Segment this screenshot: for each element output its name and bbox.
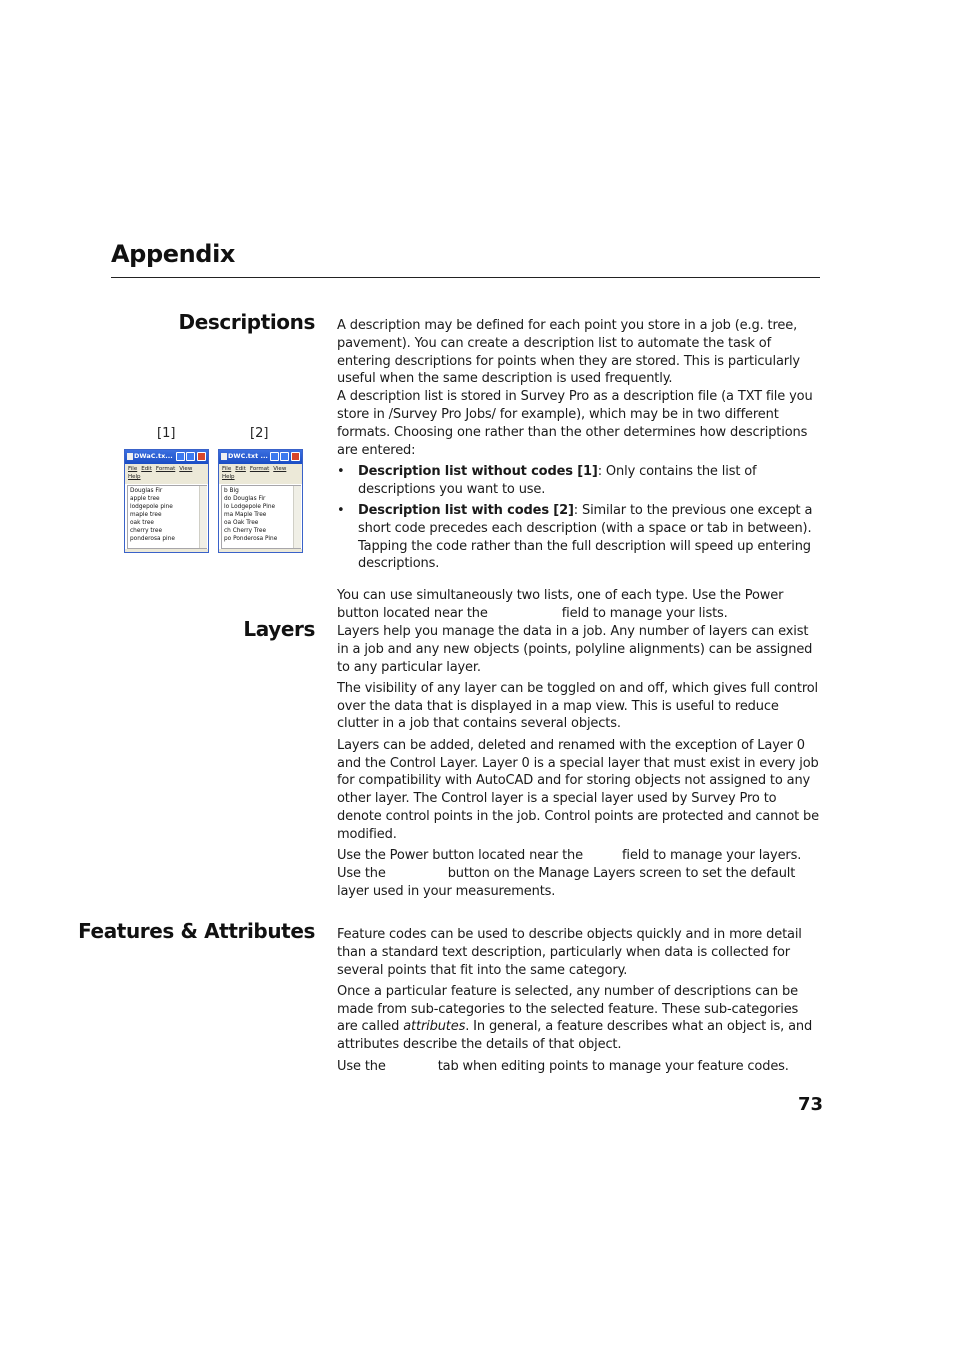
menu-edit: Edit [141,466,152,472]
scrollbar [293,486,301,548]
window-menubar [219,464,302,484]
window-text-area [221,485,301,549]
text-run: field to manage your layers. Use the [337,848,802,881]
scrollbar [199,486,207,548]
maximize-icon [186,452,195,461]
features-body [337,926,820,1079]
notepad-window-with-codes [218,449,303,553]
paragraph: Feature codes can be used to describe objects quickly and in more detail than a standard text description, particularly when data is collected for several points that fit into the same category. [337,927,802,978]
list-item: oa Oak Tree [224,520,259,526]
paragraph: The visibility of any layer can be toggled on and off, which gives full control over the data that is displayed in a map view. This is useful to reduce clutter in a job that contains several objects. [337,680,819,732]
paragraph [337,983,820,1054]
paragraph: Layers can be added, deleted and renamed with the exception of Layer 0 and the Control Layer. Layer 0 is a special layer that must exist in every job for compatibility with AutoCAD and for storing objects not assigned to any other layer. The Control layer is a special layer used by Survey Pro to denote control points in the job. Control points are protected and cannot be modified. [337,737,819,842]
menu-file: File [128,466,138,472]
close-icon [197,452,206,461]
menu-view: View [273,466,287,472]
menu-help: Help [222,474,235,480]
list-item [337,502,820,573]
list-item: do Douglas Fir [224,496,266,502]
list-item: oak tree [130,520,154,526]
italic-term: attributes [403,1019,466,1035]
window-statusbar [219,549,302,552]
text-run: You can use simultaneously two lists, one of each type. Use the Power button located near the [337,588,784,621]
list-item: apple tree [130,496,160,502]
bullet-text: : Similar to the previous one except a short code precedes each description (with a space or tab in between). Tapping the code rather than the full description will speed up entering descriptions. [358,502,813,572]
list-item: ponderosa pine [130,536,175,542]
notepad-icon [127,453,133,460]
list-item: maple tree [130,512,162,518]
list-item [337,463,820,499]
minimize-icon [176,452,185,461]
list-item: lodgepole pine [130,504,173,510]
window-menubar [125,464,208,484]
text-run: tab when editing points to manage your feature codes. [437,1058,789,1074]
list-item: ch Cherry Tree [224,528,267,534]
text-run: Use the Power button located near the [337,848,583,864]
window-titlebar [125,450,208,464]
bullet-term: Description list without codes [1] [358,463,598,479]
menu-view: View [179,466,193,472]
list-item: lo Lodgepole Pine [224,504,276,510]
window-text-area [127,485,207,549]
window-statusbar [125,549,208,552]
menu-file: File [222,466,232,472]
menu-format: Format [249,466,270,472]
paragraph: A description list is stored in Survey Pro as a description file (a TXT file you store in /Survey Pro Jobs/ for example), which may be in two different formats. Choosing one rather than the other determines how descriptions are entered: [337,389,813,458]
paragraph: Layers help you manage the data in a job. Any number of layers can exist in a job and any new objects (points, polyline alignments) can be assigned to any particular layer. [337,624,813,675]
text-run: button on the Manage Layers screen to set the default layer used in your measurements. [337,865,796,899]
list-item: ma Maple Tree [224,512,267,518]
layers-body [337,623,820,904]
page-number: 73 [797,1094,823,1115]
paragraph: A description may be defined for each point you store in a job (e.g. tree, pavement). You can create a description list to automate the task of entering descriptions for points when they are stored. This is particularly useful when the same description is used frequently. [337,318,800,387]
list-item: Douglas Fir [130,488,163,494]
paragraph [337,1058,820,1076]
section-heading-descriptions: Descriptions [178,310,315,334]
window-titlebar [219,450,302,464]
maximize-icon [280,452,289,461]
text-run: Use the [337,1058,386,1074]
minimize-icon [270,452,279,461]
bullet-term: Description list with codes [2] [358,502,574,518]
list-item: b Big [224,488,239,494]
figure-label-1: [1] [157,426,176,441]
section-heading-layers: Layers [243,617,315,641]
bullet-text: : Only contains the list of descriptions you want to use. [358,463,757,497]
paragraph [337,587,820,623]
window-title: DWaC.tx... [134,452,173,460]
notepad-icon [221,453,227,460]
menu-format: Format [155,466,176,472]
menu-edit: Edit [235,466,246,472]
descriptions-body [337,317,820,626]
figure-label-2: [2] [250,426,269,441]
section-heading-features-attributes: Features & Attributes [78,919,315,943]
close-icon [291,452,300,461]
text-run: field to manage your lists. [561,605,728,621]
chapter-title: Appendix [111,240,235,268]
menu-help: Help [128,474,141,480]
list-item: po Ponderosa Pine [224,536,278,542]
paragraph [337,847,820,900]
list-item: cherry tree [130,528,163,534]
text-run: Once a particular feature is selected, any number of descriptions can be made from sub-categories to the selected feature. These sub-categories are called [337,983,799,1035]
text-run: . In general, a feature describes what an object is, and attributes describe the details of that object. [337,1019,813,1053]
window-title: DWC.txt ... [228,452,268,460]
format-list [337,463,820,573]
notepad-window-without-codes [124,449,209,553]
chapter-divider [111,277,820,278]
